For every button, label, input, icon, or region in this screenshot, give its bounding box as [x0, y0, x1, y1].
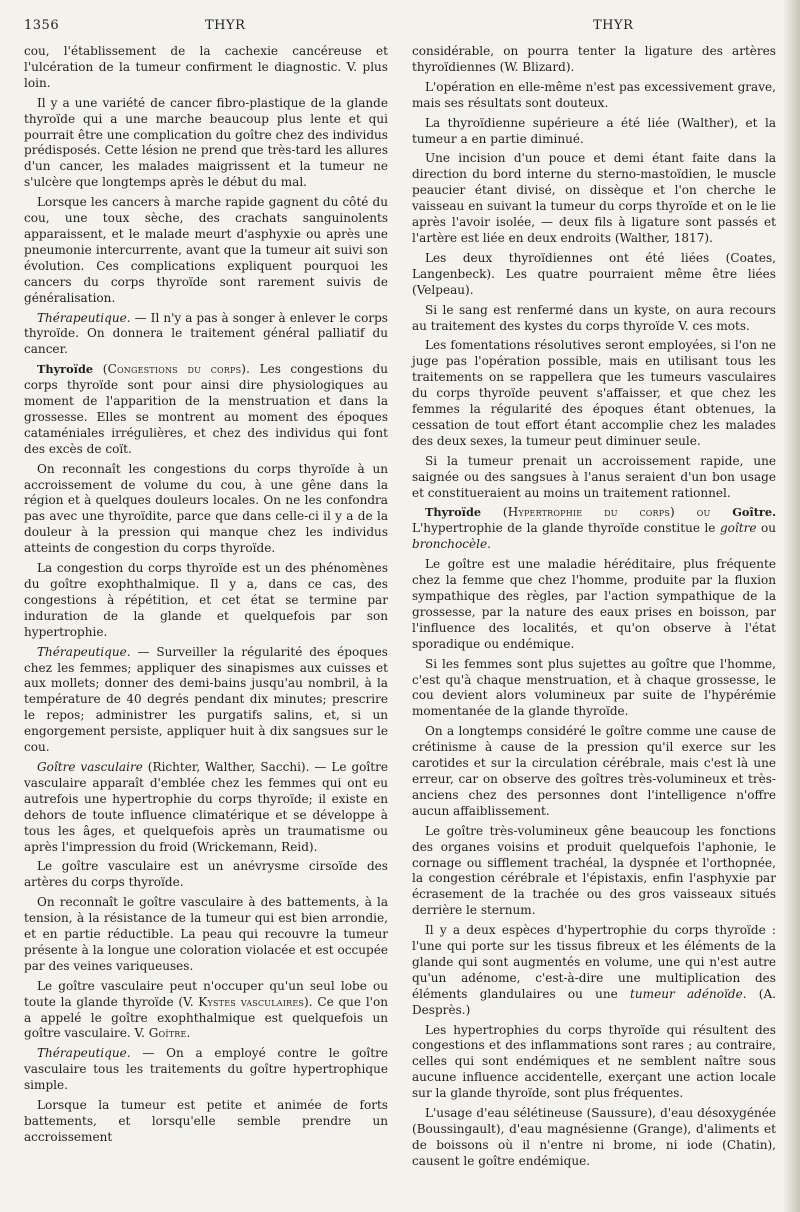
paragraph: Le goître vasculaire est un anévrysme cirsoïde des artères du corps thyroïde.: [24, 859, 388, 890]
paragraph: On reconnaît le goître vasculaire à des battements, à la tension, à la résistance de la tumeur qui est bien arrondie, et en partie réductible. La peau qui recouvre la tumeur présente à la longue une coloration violacée et est occupée par des veines variqueuses.: [24, 895, 388, 973]
paragraph: Une incision d'un pouce et demi étant faite dans la direction du bord interne du sterno-mastoïdien, le muscle peaucier étant divisé, on dissèque et l'on cherche le vaisseau en suivant la tumeur du corps thyroïde et on le lie après l'avoir isolée, — deux fils à ligature sont passés et l'artère est liée en deux endroits (Walther, 1817).: [412, 151, 776, 245]
paragraph: Il y a une variété de cancer fibro-plastique de la glande thyroïde qui a une marche beaucoup plus lente et qui pourrait être une complication du goître chez des individus prédisposés. Cette lésion ne prend que très-tard les allures d'un cancer, les malades maigrissent et la tumeur ne s'ulcère que longtemps après le début du mal.: [24, 95, 388, 190]
paragraph: [24, 311, 388, 359]
paragraph-text: .: [186, 1026, 191, 1041]
paragraph: [24, 760, 388, 855]
cross-reference: Goître: [148, 1026, 187, 1041]
paragraph: Si le sang est renfermé dans un kyste, on aura recours au traitement des kystes du corps thyroïde V. ces mots.: [412, 302, 776, 333]
paragraph: Le goître est une maladie héréditaire, plus fréquente chez la femme que chez l'homme, produite par la fluxion sympathique des règles, par l'action sympathique de la grossesse, par la nature des eaux prises en boisson, par l'influence des localités, et qu'on observe à l'état sporadique ou endémique.: [412, 557, 776, 651]
paragraph-text: Les congestions du corps thyroïde sont pour ainsi dire physiologiques au moment de l'apparition de la menstruation et dans la grossesse. Elles se montrent au moment des époques cataméniales irrégulières, et chez des individus qui font des excès de coït.: [24, 362, 388, 456]
paragraph: [24, 1046, 388, 1094]
paragraph: [412, 923, 776, 1018]
paragraph: On a longtemps considéré le goître comme une cause de crétinisme à cause de la pression qu'il exerce sur les carotides et sur la circulation cérébrale, mais c'est là une erreur, car on observe des goîtres très-volumineux et très-anciens chez des personnes dont l'intelligence n'offre aucun affaiblissement.: [412, 724, 776, 818]
paragraph: Le goître très-volumineux gêne beaucoup les fonctions des organes voisins et produit quelquefois l'aphonie, le cornage ou sifflement trachéal, la dyspnée et l'orthopnée, la congestion cérébrale et l'épistaxis, enfin l'asphyxie par écrasement de la trachée ou des gros vaisseaux situés derrière le sternum.: [412, 823, 776, 918]
entry-subject: (Congestions du corps).: [93, 362, 251, 377]
paragraph: Si la tumeur prenait un accroissement rapide, une saignée ou des sangsues à l'anus seraient d'un bon usage et constitueraient au moins un traitement rationnel.: [412, 453, 776, 500]
paragraph-text: .: [487, 537, 491, 552]
paragraph-text: ou: [756, 521, 776, 536]
paragraph: [24, 645, 388, 756]
running-head-right: THYR: [593, 18, 634, 33]
paragraph-text: L'hypertrophie de la glande thyroïde constitue le: [412, 521, 720, 536]
paragraph: Les deux thyroïdiennes ont été liées (Coates, Langenbeck). Les quatre pourraient même être liées (Velpeau).: [412, 250, 776, 297]
paragraph-text: (Richter, Walther, Sacchi). — Le goître vasculaire apparaît d'emblée chez les femmes qui ont eu autrefois une hypertrophie du corps thyroïde; il existe en dehors de toute influence climatérique et se développe à tous les âges, et quelquefois après un traumatisme ou après l'impression du froid (Wrickemann, Reid).: [24, 759, 388, 854]
paragraph-text: Le goître vasculaire peut n'occuper qu'un seul lobe ou toute la glande thyroïde (V.: [24, 978, 388, 1009]
paragraph: L'opération en elle-même n'est pas excessivement grave, mais ses résultats sont douteux.: [412, 79, 776, 110]
paragraph: Si les femmes sont plus sujettes au goître que l'homme, c'est qu'à chaque menstruation, et à chaque grossesse, le cou devient alors volumineux par suite de l'hypérémie momentanée de la glande thyroïde.: [412, 656, 776, 719]
paragraph: [24, 979, 388, 1043]
section-label: Thérapeutique.: [37, 644, 131, 659]
paragraph: L'usage d'eau sélétineuse (Saussure), d'eau désoxygénée (Boussingault), d'eau magnésienne (Grange), d'aliments et de boissons où il n'entre ni brome, ni iode (Chatin), causent le goître endémique.: [412, 1106, 776, 1168]
entry-headword: Thyroïde: [37, 362, 94, 377]
section-label: Goître vasculaire: [37, 759, 143, 774]
paragraph: considérable, on pourra tenter la ligature des artères thyroïdiennes (W. Blizard).: [412, 44, 776, 74]
paragraph: Lorsque la tumeur est petite et animée de forts battements, et lorsqu'elle semble prendre un accroissement: [24, 1098, 388, 1144]
paragraph-text: Il y a deux espèces d'hypertrophie du corps thyroïde : l'une qui porte sur les tissus fibreux et les éléments de la glande qui sont augmentés en volume, une qui n'est autre qu'un adénome, c'est-à-dire une multiplication des éléments glandulaires ou une: [412, 923, 776, 1001]
page-number: 1356: [24, 18, 60, 33]
paragraph: cou, l'établissement de la cachexie cancéreuse et l'ulcération de la tumeur confirment le diagnostic. V. plus loin.: [24, 44, 388, 90]
entry-headword-alt: Goître.: [732, 505, 776, 520]
cross-reference: Kystes vasculaires: [198, 994, 305, 1009]
paragraph: Lorsque les cancers à marche rapide gagnent du côté du cou, une toux sèche, des crachats sanguinolents apparaissent, et le malade meurt d'asphyxie ou après une pneumonie intercurrente, avant que la tumeur ait suivi son évolution. Ces complications expliquent pourquoi les cancers du corps thyroïde sont rarement suivis de généralisation.: [24, 195, 388, 305]
paragraph-text: — On a employé contre le goître vasculaire tous les traitements du goître hypertrophique simple.: [24, 1046, 388, 1093]
paragraph: On reconnaît les congestions du corps thyroïde à un accroissement de volume du cou, à une gêne dans la région et à quelques douleurs locales. On ne les confondra pas avec une thyroïdite, parce que dans celle-ci il y a de la douleur à la pression qui manque chez les individus atteints de congestion du corps thyroïde.: [24, 461, 388, 556]
paragraph-text: ). Ce que l'on a appelé le goître exophthalmique est quelquefois un goître vasculaire. V.: [24, 994, 389, 1041]
term: bronchocèle: [412, 537, 488, 552]
entry-subject: (Hypertrophie du corps) ou: [481, 505, 733, 520]
right-column: [412, 44, 776, 1174]
entry-headword: Thyroïde: [425, 505, 482, 520]
page-edge-shadow: [784, 0, 800, 1212]
section-label: Thérapeutique.: [37, 1046, 131, 1061]
left-column: [24, 44, 388, 1150]
paragraph: La congestion du corps thyroïde est un des phénomènes du goître exophthalmique. Il y a, dans ce cas, des congestions à répétition, et cet état se termine par induration de la glande et quelquefois par son hypertrophie.: [24, 561, 388, 639]
paragraph: Les fomentations résolutives seront employées, si l'on ne juge pas l'opération possible, mais en utilisant tous les traitements on se rappellera que les tumeurs vasculaires du corps thyroïde peuvent s'affaisser, et que chez les femmes la régularité des époques étant obtenues, la cessation de tout effort étant accomplie chez les malades des deux sexes, la tumeur peut diminuer seule.: [412, 338, 776, 448]
paragraph-text: — Il n'y a pas à songer à enlever le corps thyroïde. On donnera le traitement général palliatif du cancer.: [24, 310, 388, 357]
term: goître: [719, 521, 757, 536]
paragraph: La thyroïdienne supérieure a été liée (Walther), et la tumeur a en partie diminué.: [412, 115, 776, 146]
running-head-left: THYR: [205, 18, 246, 33]
paragraph-text: . (A. Desprès.): [412, 986, 777, 1017]
section-label: Thérapeutique.: [37, 310, 131, 325]
term: tumeur adénoïde: [630, 986, 743, 1001]
paragraph: Les hypertrophies du corps thyroïde qui résultent des congestions et des inflammations sont rares ; au contraire, celles qui sont endémiques et ne semblent naître sous aucune influence accidentelle, exerçant une action locale sur la glande thyroïde, sont plus fréquentes.: [412, 1022, 776, 1101]
paragraph-text: — Surveiller la régularité des époques chez les femmes; appliquer des sinapismes aux cuisses et aux mollets; donner des demi-bains jusqu'au nombril, à la température de 40 degrés pendant dix minutes; prescrire le repos; administrer les purgatifs salins, et, si un engorgement persiste, appliquer huit à dix sangsues sur le cou.: [24, 644, 388, 755]
entry-thyroide-hypertrophie: [412, 505, 776, 553]
entry-thyroide-congestions: [24, 362, 388, 457]
